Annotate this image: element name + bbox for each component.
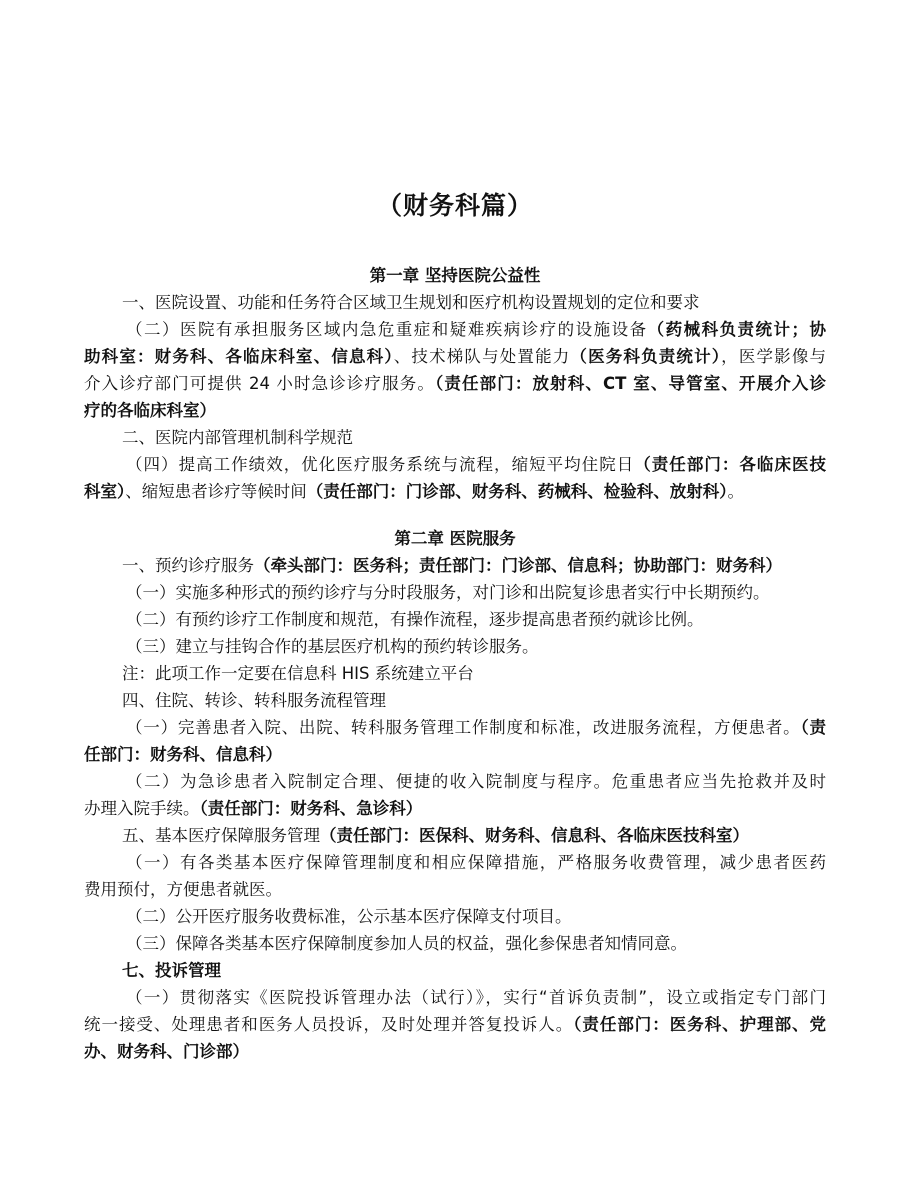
- ch1-item-1: 一、医院设置、功能和任务符合区域卫生规划和医疗机构设置规划的定位和要求: [122, 293, 700, 312]
- chapter-2-heading: 第二章 医院服务: [394, 529, 516, 548]
- ch2-section-7-item-1-line-3: 办、财务科、门诊部）: [84, 1042, 249, 1061]
- ch2-section-5-item-1-line-2: 费用预付，方便患者就医。: [84, 880, 282, 899]
- ch2-section-5-item-2: （二）公开医疗服务收费标准，公示基本医疗保障支付项目。: [126, 907, 572, 926]
- ch1-paragraph-2-line-2: 助科室：财务科、各临床科室、信息科）、技术梯队与处置能力（医务科负责统计），医学影像与: [84, 347, 826, 366]
- ch2-section-1: 一、预约诊疗服务（牵头部门：医务科；责任部门：门诊部、信息科；协助部门：财务科）: [122, 556, 782, 575]
- document-body: [84, 262, 826, 1065]
- ch2-section-4: 四、住院、转诊、转科服务流程管理: [122, 691, 386, 710]
- ch2-section-7: 七、投诉管理: [122, 961, 221, 980]
- ch2-section-1-item-1: （一）实施多种形式的预约诊疗与分时段服务，对门诊和出院复诊患者实行中长期预约。: [126, 583, 770, 602]
- ch2-section-4-item-2-line-2: 办理入院手续。（责任部门：财务科、急诊科）: [84, 799, 423, 818]
- ch2-section-1-item-3: （三）建立与挂钩合作的基层医疗机构的预约转诊服务。: [126, 637, 539, 656]
- ch2-section-1-item-2: （二）有预约诊疗工作制度和规范，有操作流程，逐步提高患者预约就诊比例。: [126, 610, 704, 629]
- ch1-paragraph-2-line-3: 介入诊疗部门可提供 24 小时急诊诊疗服务。（责任部门：放射科、CT 室、导管室、开展介入诊: [84, 374, 826, 393]
- ch2-section-7-item-1-line-1: （一）贯彻落实《医院投诉管理办法（试行）》，实行“首诉负责制”，设立或指定专门部门: [126, 988, 826, 1007]
- chapter-1-heading: 第一章 坚持医院公益性: [369, 266, 541, 285]
- section-gap: [84, 505, 826, 525]
- ch2-section-5-item-1-line-1: （一）有各类基本医疗保障管理制度和相应保障措施，严格服务收费管理，减少患者医药: [126, 853, 826, 872]
- ch2-section-7-item-1-line-2: 统一接受、处理患者和医务人员投诉，及时处理并答复投诉人。（责任部门：医务科、护理部、党: [84, 1015, 826, 1034]
- ch2-section-4-item-2-line-1: （二）为急诊患者入院制定合理、便捷的收入院制度与程序。危重患者应当先抢救并及时: [126, 772, 826, 791]
- ch2-note: 注：此项工作一定要在信息科 HIS 系统建立平台: [122, 664, 474, 683]
- ch1-paragraph-2-line-1: （二）医院有承担服务区域内急危重症和疑难疾病诊疗的设施设备（药械科负责统计；协: [126, 320, 826, 339]
- ch1-item-2: 二、医院内部管理机制科学规范: [122, 428, 353, 447]
- ch2-section-4-item-1-line-1: （一）完善患者入院、出院、转科服务管理工作制度和标准，改进服务流程，方便患者。（责: [126, 718, 826, 737]
- ch1-paragraph-4-line-1: （四）提高工作绩效，优化医疗服务系统与流程，缩短平均住院日（责任部门：各临床医技: [126, 455, 826, 474]
- ch2-section-4-item-1-line-2: 任部门：财务科、信息科）: [84, 745, 282, 764]
- ch2-section-5-item-3: （三）保障各类基本医疗保障制度参加人员的权益，强化参保患者知情同意。: [126, 934, 687, 953]
- ch2-section-5: 五、基本医疗保障服务管理（责任部门：医保科、财务科、信息科、各临床医技科室）: [122, 826, 749, 845]
- page-title: （财务科篇）: [376, 191, 533, 220]
- ch1-paragraph-4-line-2: 科室）、缩短患者诊疗等候时间（责任部门：门诊部、财务科、药械科、检验科、放射科）。: [84, 482, 744, 501]
- ch1-paragraph-2-line-4: 疗的各临床科室）: [84, 401, 216, 420]
